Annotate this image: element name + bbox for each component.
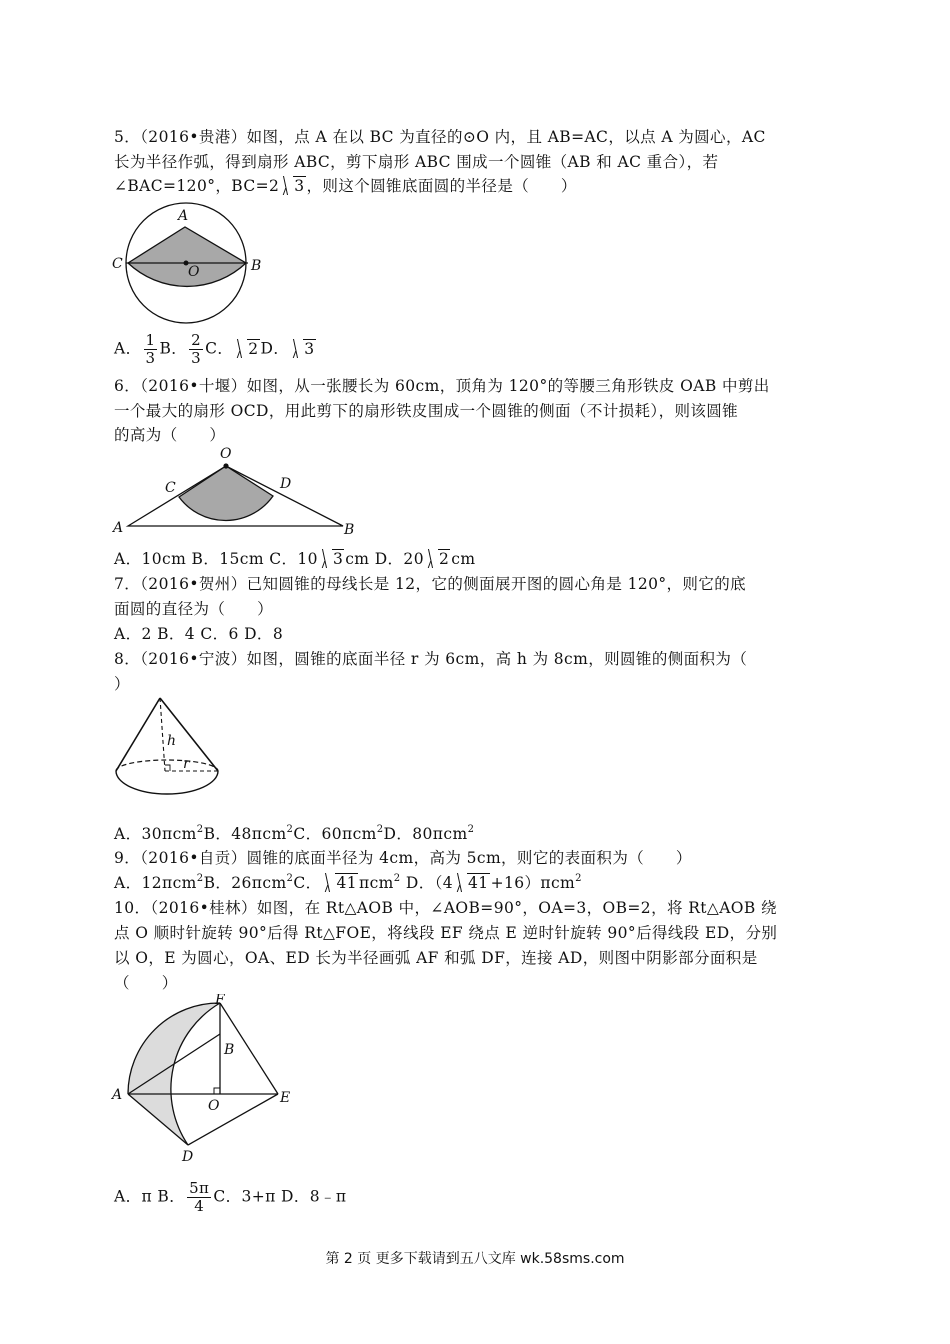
q6-options	[114, 548, 475, 570]
q10-option-a-b-label: A．π B．	[114, 1187, 186, 1206]
superscript: 2	[196, 824, 204, 835]
q10-label-B: B	[224, 1042, 235, 1058]
q5-line-1: 5．（2016•贵港）如图，点 A 在以 BC 为直径的⊙O 内，且 AB=AC，以点 A 为圆心，AC	[114, 128, 766, 146]
q9-option-c-tail: πcm	[359, 874, 394, 892]
q10-line-1: 10．（2016•桂林）如图，在 Rt△AOB 中，∠AOB=90°，OA=3，OB=2，将 Rt△AOB 绕	[114, 899, 777, 917]
q10-options	[114, 1180, 347, 1215]
q8-option-d: D．80πcm	[383, 825, 468, 843]
q8-label-r: r	[183, 756, 190, 772]
superscript: 2	[575, 873, 582, 884]
q5-line-2: 长为半径作弧，得到扇形 ABC，剪下扇形 ABC 围成一个圆锥（AB 和 AC 重合），若	[114, 153, 719, 171]
radicand: 41	[468, 874, 489, 892]
q8-figure-cone	[108, 693, 228, 801]
q8-option-a: A．30πcm	[114, 825, 197, 843]
q5-option-c-label: C．	[205, 339, 234, 358]
q5-label-B: B	[251, 258, 262, 274]
q5-option-b-fraction	[189, 332, 203, 367]
q10-option-b-fraction	[187, 1180, 211, 1215]
superscript: 2	[467, 824, 475, 835]
q6-line-3: 的高为（ ）	[114, 426, 226, 444]
q9-option-b: B．26πcm	[203, 874, 287, 892]
superscript: 2	[376, 824, 384, 835]
q6-figure-triangle-sector	[108, 446, 358, 538]
radicand: 3	[294, 177, 305, 195]
q7-line-2: 面圆的直径为（ ）	[114, 600, 274, 618]
q10-label-A: A	[112, 1087, 123, 1103]
superscript: 2	[393, 873, 401, 884]
q6-line-2: 一个最大的扇形 OCD，用此剪下的扇形铁皮围成一个圆锥的侧面（不计损耗），则该圆锥	[114, 402, 739, 420]
q8-label-h: h	[167, 733, 177, 749]
q6-option-d-tail: cm	[451, 550, 476, 568]
sqrt-symbol	[454, 872, 490, 894]
q9-option-c: C．	[293, 874, 322, 892]
radicand: 41	[336, 874, 358, 892]
sqrt-symbol	[290, 338, 315, 360]
q6-label-O: O	[220, 446, 232, 462]
q8-line-2: ）	[114, 675, 130, 693]
q5-line-3-start: ∠BAC=120°，BC=2	[114, 177, 280, 195]
radicand: 3	[332, 550, 344, 568]
q5-label-C: C	[112, 256, 123, 272]
numerator: 1	[145, 331, 156, 349]
q5-figure-circle-sector	[108, 200, 278, 326]
q6-label-C: C	[165, 480, 176, 496]
q8-line-1: 8．（2016•宁波）如图，圆锥的底面半径 r 为 6cm，高 h 为 8cm，则圆锥的侧面积为（	[114, 650, 748, 668]
q10-label-F: F	[215, 994, 225, 1008]
superscript: 2	[286, 824, 294, 835]
sqrt-symbol	[319, 548, 344, 570]
denominator: 3	[145, 349, 156, 367]
q5-option-a-label: A．	[114, 339, 142, 358]
q10-figure-rotation	[108, 994, 308, 1166]
q10-label-D: D	[182, 1149, 194, 1165]
q8-option-b: B．48πcm	[203, 825, 287, 843]
q9-option-d: D．（4	[405, 874, 454, 892]
sqrt-symbol	[425, 548, 450, 570]
numerator: 5π	[189, 1179, 210, 1197]
q5-label-A: A	[178, 208, 189, 224]
q5-option-b-label: B．	[159, 339, 188, 358]
q6-options-start: A．10cm B．15cm C．10	[114, 550, 318, 568]
superscript: 2	[196, 873, 204, 884]
denominator: 4	[194, 1197, 205, 1215]
q10-option-c-d: C．3+π D．8﹣π	[213, 1187, 347, 1206]
q5-option-a-fraction	[144, 332, 158, 367]
page-footer: 第 2 页 更多下载请到五八文库 wk.58sms.com	[325, 1251, 625, 1267]
sqrt-symbol	[280, 175, 305, 197]
q9-options	[114, 872, 582, 894]
q10-line-2: 点 O 顺时针旋转 90°后得 Rt△FOE，将线段 EF 绕点 E 逆时针旋转 90°后得线段 ED，分别	[114, 924, 778, 942]
q9-line-1: 9．（2016•自贡）圆锥的底面半径为 4cm，高为 5cm，则它的表面积为（ ）	[114, 849, 692, 867]
q8-options	[114, 823, 474, 845]
q10-label-E: E	[280, 1090, 291, 1106]
q7-options: A．2 B．4 C．6 D．8	[114, 625, 284, 643]
radicand: 2	[248, 339, 259, 358]
q5-option-d-label: D．	[260, 339, 290, 358]
q9-option-a: A．12πcm	[114, 874, 197, 892]
superscript: 2	[286, 873, 294, 884]
denominator: 3	[191, 349, 202, 367]
q5-options	[114, 332, 317, 367]
q6-label-D: D	[280, 476, 292, 492]
q7-line-1: 7．（2016•贺州）已知圆锥的母线长是 12，它的侧面展开图的圆心角是 120°，则它的底	[114, 575, 747, 593]
q6-label-B: B	[344, 522, 355, 538]
q5-line-3-end: ，则这个圆锥底面圆的半径是（ ）	[306, 177, 577, 195]
q6-line-1: 6．（2016•十堰）如图，从一张腰长为 60cm，顶角为 120°的等腰三角形铁皮 OAB 中剪出	[114, 377, 770, 395]
sqrt-symbol	[322, 872, 358, 894]
q10-label-O: O	[208, 1098, 220, 1114]
q10-line-3: 以 O，E 为圆心，OA、ED 长为半径画弧 AF 和弧 DF，连接 AD，则图中阴影部分面积是	[114, 949, 758, 967]
q9-option-d-tail: +16）πcm	[490, 874, 576, 892]
radicand: 2	[438, 550, 450, 568]
numerator: 2	[191, 331, 202, 349]
q8-option-c: C．60πcm	[293, 825, 377, 843]
radicand: 3	[304, 339, 315, 358]
q5-line-3	[114, 175, 577, 197]
q6-label-A: A	[113, 520, 124, 536]
q10-line-4: （ ）	[114, 974, 178, 992]
q6-option-c-tail: cm D．20	[345, 550, 424, 568]
q5-label-O: O	[188, 264, 200, 280]
sqrt-symbol	[234, 338, 259, 360]
